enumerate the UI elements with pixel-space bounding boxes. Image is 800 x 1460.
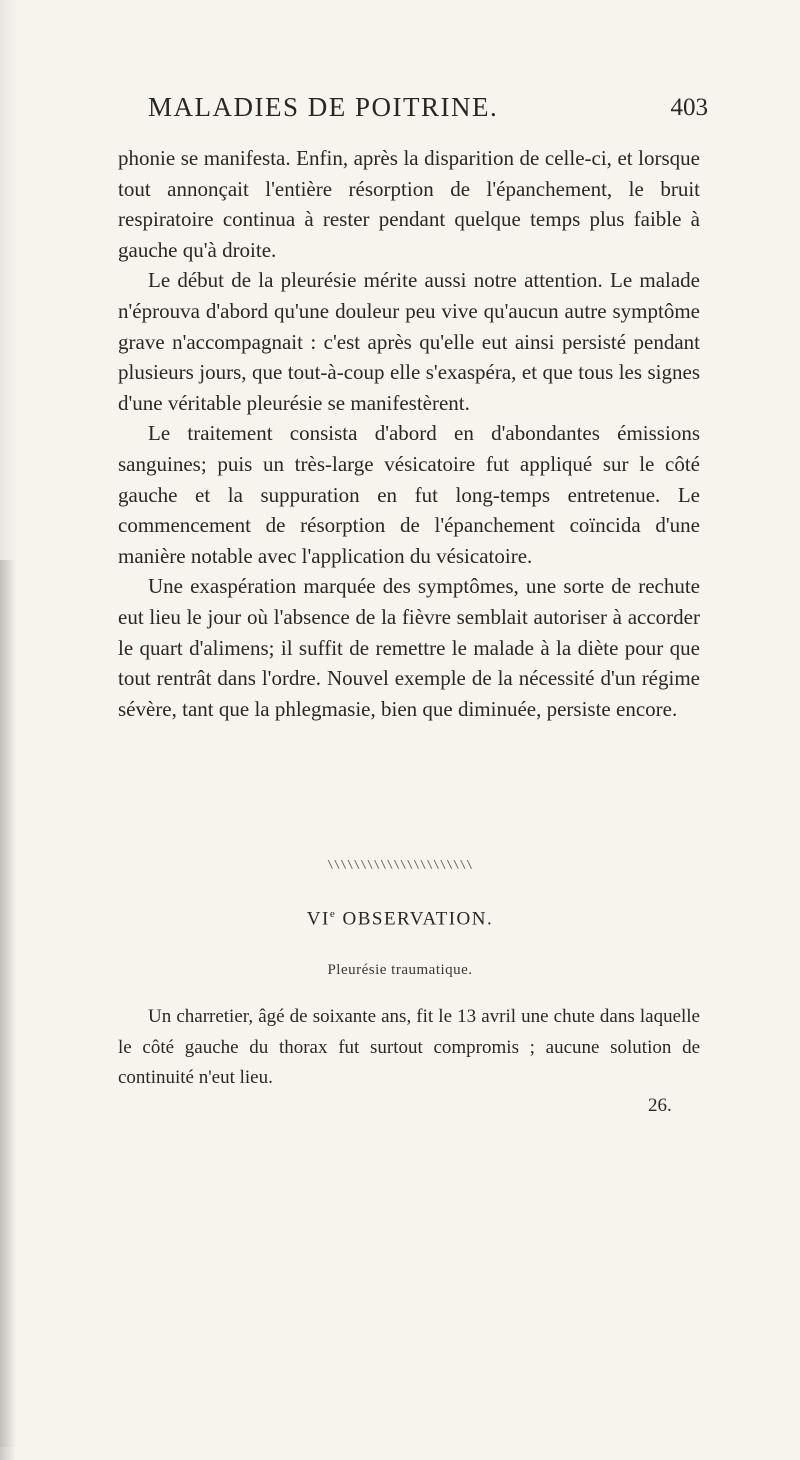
paragraph-continued: phonie se manifesta. Enfin, après la disparition de celle-ci, et lorsque tout annonçait l'entière résorption de l'épanchement, le bruit respiratoire continua à rester pendant quelque temps plus faible à gauche qu'à droite. (118, 146, 700, 262)
section-ornament: \\\\\\\\\\\\\\\\\\\\\\ (327, 858, 473, 871)
page-header (148, 92, 708, 132)
paragraph: Le début de la pleurésie mérite aussi notre attention. Le malade n'éprouva d'abord qu'une douleur peu vive qu'aucun autre symptôme grave n'accompagnait : c'est après qu'elle eut ainsi persisté pendant plusieurs jours, que tout-à-coup elle s'exaspéra, et que tous les signes d'une véritable pleurésie se manifestèrent. (118, 268, 700, 415)
paragraph: Le traitement consista d'abord en d'abondantes émissions sanguines; puis un très-large vésicatoire fut appliqué sur le côté gauche et la suppuration en fut long-temps entretenue. Le commencement de résorption de l'épanchement coïncida d'une manière notable avec l'application du vésicatoire. (118, 421, 700, 568)
paragraph: Un charretier, âgé de soixante ans, fit le 13 avril une chute dans laquelle le côté gauche du thorax fut surtout compromis ; aucune solution de continuité n'eut lieu. (118, 1006, 700, 1089)
signature-mark: 26. (648, 1095, 672, 1116)
section-title (0, 908, 800, 930)
section-title-rest: OBSERVATION. (336, 908, 494, 930)
page-gutter-shadow (0, 560, 16, 1460)
observation-text (118, 1002, 700, 1094)
running-head: MALADIES DE POITRINE. (148, 92, 499, 122)
page-number: 403 (670, 94, 708, 121)
section-title-prefix: VI (306, 908, 330, 930)
paragraph: Une exaspération marquée des symptômes, une sorte de rechute eut lieu le jour où l'absence de la fièvre semblait autoriser à accorder le quart d'alimens; il suffit de remettre le malade à la diète pour que tout rentrât dans l'ordre. Nouvel exemple de la nécessité d'un régime sévère, tant que la phlegmasie, bien que diminuée, persiste encore. (118, 574, 700, 721)
main-text (118, 143, 700, 724)
section-title-sup: e (329, 908, 337, 920)
section-subtitle: Pleurésie traumatique. (327, 962, 473, 978)
